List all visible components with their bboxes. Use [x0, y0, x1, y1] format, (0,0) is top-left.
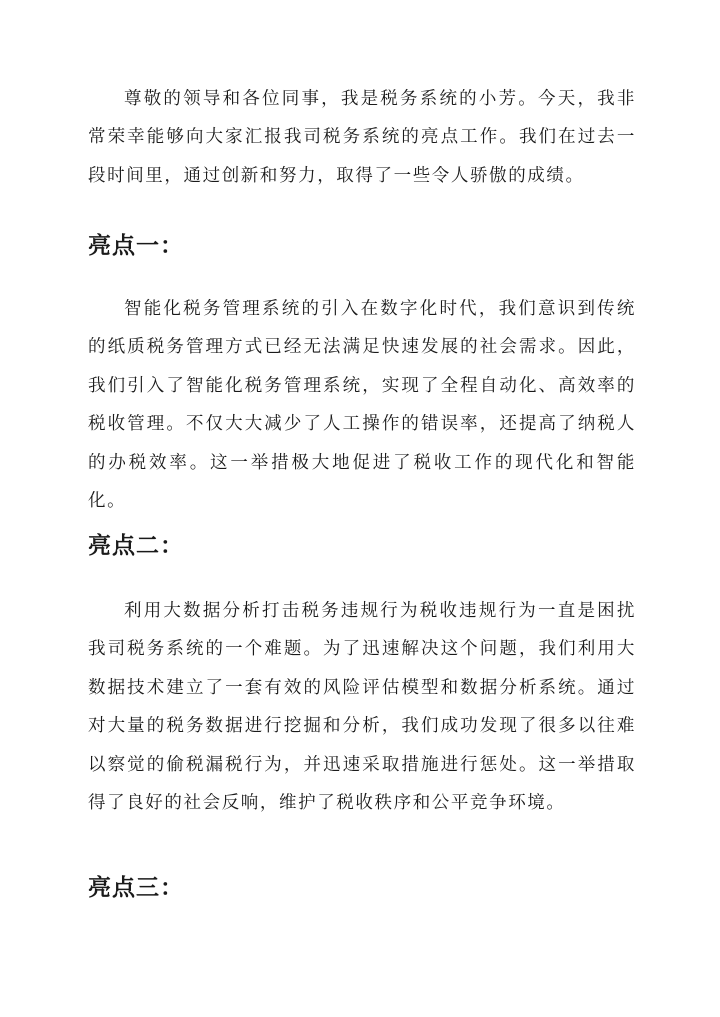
- section-1-body: 智能化税务管理系统的引入在数字化时代，我们意识到传统的纸质税务管理方式已经无法满足快速发展的社会需求。因此，我们引入了智能化税务管理系统，实现了全程自动化、高效率的税收管理。不仅大大减少了人工操作的错误率，还提高了纳税人的办税效率。这一举措极大地促进了税收工作的现代化和智能化。: [88, 299, 636, 512]
- section-2-heading: 亮点二：: [88, 532, 184, 559]
- section-2-body: 利用大数据分析打击税务违规行为税收违规行为一直是困扰我司税务系统的一个难题。为了迅速解决这个问题，我们利用大数据技术建立了一套有效的风险评估模型和数据分析系统。通过对大量的税务数据进行挖掘和分析，我们成功发现了很多以往难以察觉的偷税漏税行为，并迅速采取措施进行惩处。这一举措取得了良好的社会反响，维护了税收秩序和公平竞争环境。: [88, 601, 636, 814]
- section-1-heading-block: [88, 230, 636, 262]
- intro-paragraph: 尊敬的领导和各位同事，我是税务系统的小芳。今天，我非常荣幸能够向大家汇报我司税务系统的亮点工作。我们在过去一段时间里，通过创新和努力，取得了一些令人骄傲的成绩。: [88, 89, 636, 186]
- section-3-heading: 亮点三：: [88, 874, 184, 901]
- intro-paragraph-block: [88, 80, 636, 195]
- section-1-body-block: [88, 290, 636, 520]
- section-1-heading: 亮点一：: [88, 232, 184, 259]
- section-2-body-block: [88, 592, 636, 822]
- section-3-heading-block: [88, 872, 636, 904]
- section-2-heading-block: [88, 530, 636, 562]
